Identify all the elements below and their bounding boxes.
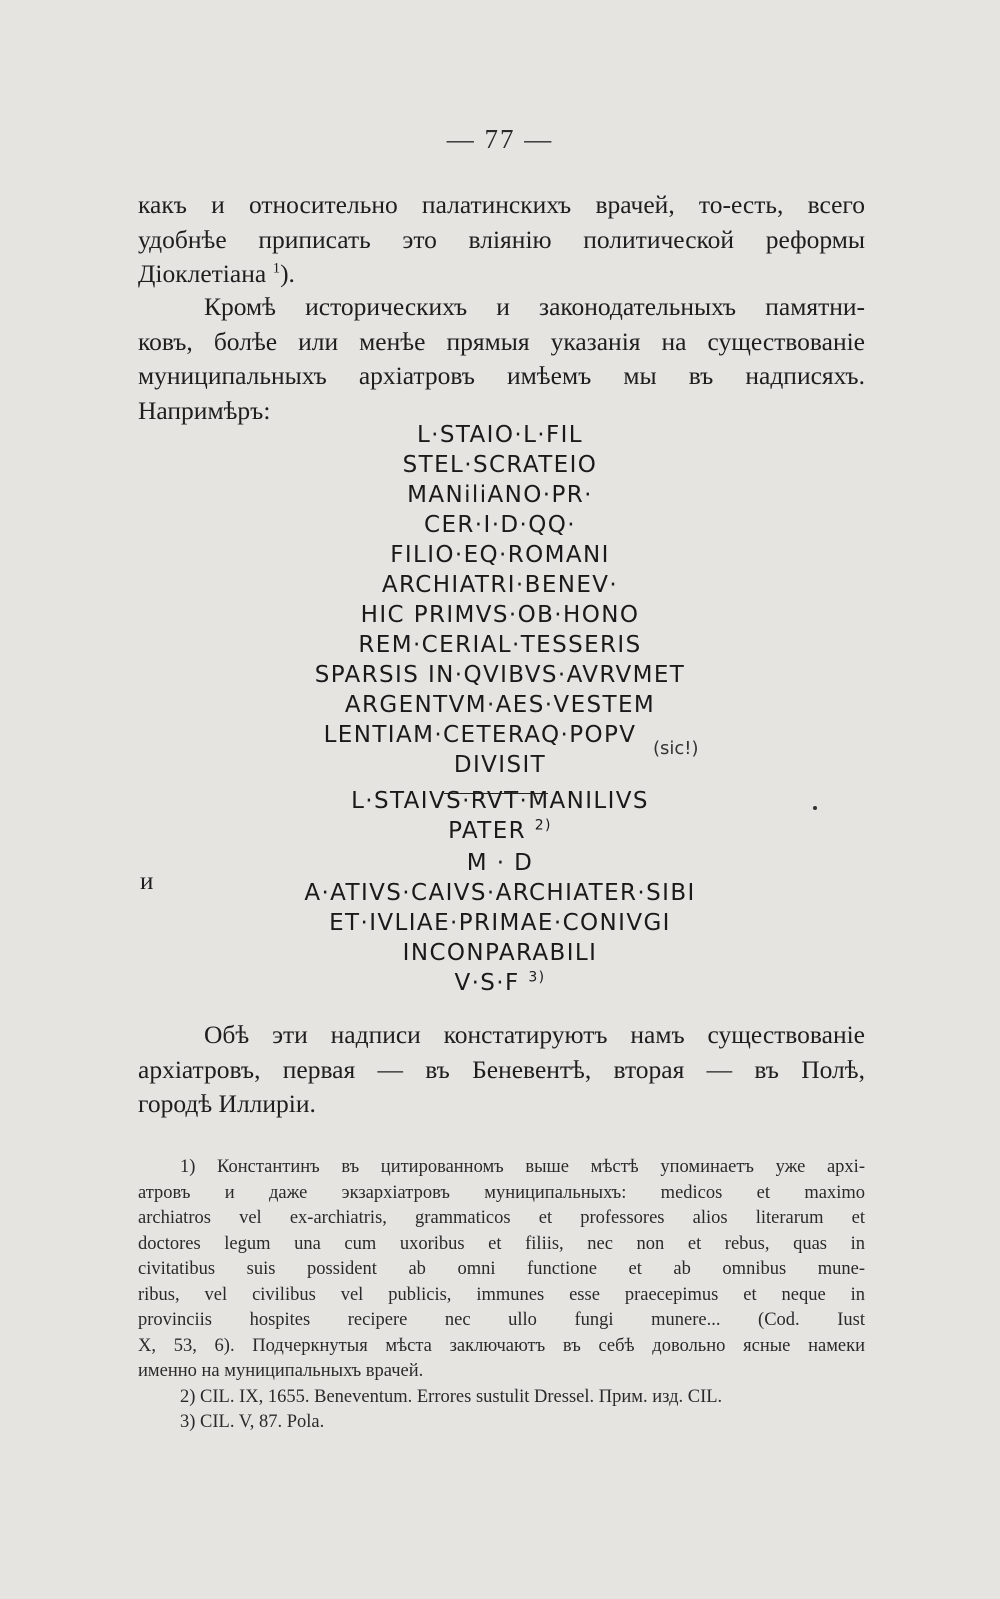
footnote-marker: 3): [180, 1412, 196, 1432]
text-line: Обѣ эти надписи констатируютъ намъ существованіе: [204, 1020, 865, 1049]
inscription-line: MANiliANO·PR·: [407, 482, 593, 508]
footnote-1-line: civitatibus suis possident ab omni functione et ab omnibus mune-: [138, 1259, 865, 1279]
inscription-line: [0, 970, 1000, 996]
inscription-divider: [444, 793, 548, 794]
footnote-1-line: [138, 1155, 865, 1181]
page-number: — 77 —: [446, 124, 554, 154]
text-fragment: ).: [280, 259, 295, 288]
conjunction: и: [140, 868, 154, 895]
text-line: Кромѣ историческихъ и законодательныхъ памятни-: [204, 292, 865, 321]
footnote-3: [138, 1410, 865, 1436]
inscription-line: CER·I·D·QQ·: [424, 512, 576, 538]
text-line: удобнѣе приписать это вліянію политической реформы: [138, 224, 865, 254]
inscription-line: LENTIAM·CETERAQ·POPV: [323, 722, 637, 748]
footnote-text: CIL. IX, 1655. Beneventum. Errores sustulit Dressel. Прим. изд. CIL.: [200, 1386, 723, 1407]
text-line: муниципальныхъ архіатровъ имѣемъ мы въ надписяхъ.: [138, 361, 865, 390]
footnote-1-line: именно на муниципальныхъ врачей.: [138, 1361, 424, 1381]
paragraph-1: [138, 188, 865, 292]
footnotes: [138, 1155, 865, 1436]
footnote-1-line: ribus, vel civilibus vel publicis, immunes esse praecepimus et neque in: [138, 1284, 865, 1305]
text-line: какъ и относительно палатинскихъ врачей, то-есть, всего: [138, 190, 865, 219]
paragraph-2: [138, 290, 865, 428]
inscription-line: FILIO·EQ·ROMANI: [390, 542, 610, 568]
inscription-line: ARCHIATRI·BENEV·: [381, 572, 619, 598]
text-line: архіатровъ, первая — въ Беневентѣ, вторая — въ Полѣ,: [138, 1054, 865, 1084]
inscription-line: INCONPARABILI: [402, 940, 598, 966]
ink-dot: [813, 806, 817, 810]
text-line: [138, 257, 865, 292]
text-line: городѣ Иллиріи.: [138, 1089, 316, 1118]
footnote-text: Константинъ въ цитированномъ выше мѣстѣ упоминаетъ уже архі-: [217, 1157, 865, 1177]
footnote-1-line: provinciis hospites recipere nec ullo fungi munere... (Cod. Iust: [138, 1310, 865, 1330]
inscription-line: L·STAIVS·RVT·MANILIVS: [351, 788, 649, 814]
text-line: ковъ, болѣе или менѣе прямыя указанія на существованіе: [138, 326, 865, 356]
text-fragment: Діоклетіана: [138, 259, 267, 288]
paragraph-3: [138, 1018, 865, 1122]
inscription-text: V·S·F: [454, 970, 520, 996]
inscription-line: [0, 818, 1000, 844]
footnote-ref: 3): [528, 969, 546, 986]
footnote-ref: 2): [534, 817, 552, 834]
inscription-line: STEL·SCRATEIO: [402, 452, 598, 478]
footnote-1-line: doctores legum una cum uxoribus et filiis, nec non et rebus, quas in: [138, 1233, 865, 1254]
footnote-1-line: атровъ и даже экзархіатровъ муниципальныхъ: medicos et maximo: [138, 1182, 865, 1203]
footnote-marker: 1): [180, 1157, 196, 1177]
inscription-line: REM·CERIAL·TESSERIS: [358, 632, 642, 658]
inscription-line: M · D: [466, 850, 534, 876]
sic-note: (sic!): [653, 738, 699, 759]
text-line: Напримѣръ:: [138, 395, 271, 425]
inscription-line: ET·IVLIAE·PRIMAE·CONIVGI: [329, 910, 671, 936]
inscription-line: L·STAIO·L·FIL: [416, 422, 584, 448]
inscription-line: HIC PRIMVS·OB·HONO: [360, 602, 640, 628]
footnote-ref: 1: [272, 260, 281, 277]
footnote-text: CIL. V, 87. Pola.: [200, 1412, 325, 1432]
inscription-line: ARGENTVM·AES·VESTEM: [344, 692, 656, 718]
inscription-line: SPARSIS IN·QVIBVS·AVRVMET: [314, 662, 686, 688]
inscription-text: PATER: [448, 818, 527, 844]
footnote-1-line: archiatros vel ex-archiatris, grammaticos et professores alios literarum et: [138, 1208, 865, 1228]
footnote-marker: 2): [180, 1386, 196, 1407]
inscription-line: A·ATIVS·CAIVS·ARCHIATER·SIBI: [304, 880, 696, 906]
footnote-1-line: X, 53, 6). Подчеркнутыя мѣста заключаютъ въ себѣ довольно ясные намеки: [138, 1335, 865, 1356]
footnote-2: [138, 1385, 865, 1411]
inscription-line: DIVISIT: [453, 752, 547, 778]
